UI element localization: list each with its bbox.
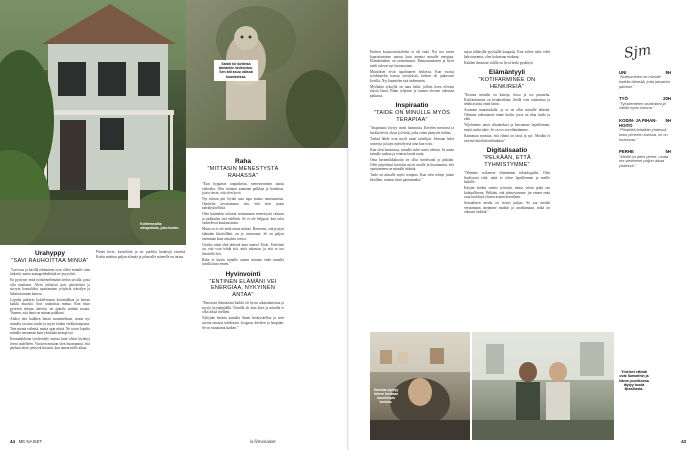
paragraph: Olen kuitenkin tottunut mittaamaan menestystä rahassa ja tarkkailen sitä edelleen. Se ei ole helppoa, kun tulot vaihtelevat kuukausittain. [202, 212, 284, 226]
section-digitalisaatio-quote: "PELKÄÄN, ETTÄ TYHMISTYMME" [483, 155, 531, 168]
paragraph: Kun olen luonnossa, minulle tulee uusia ideoita. Se antaa minulle rauhaa ja voimaa luoda uutta. [370, 147, 454, 157]
sidebar-item-kodinhoito [619, 118, 671, 143]
right-page [250, 0, 696, 450]
right-folio-number [681, 439, 686, 444]
studio-illustration [370, 332, 470, 440]
section-inspiraatio-quote: "TAIDE ON MINULLE MYÖS TERAPIAA" [373, 110, 451, 123]
section-raha-quote: "MITTASIN MENESTYSTÄ RAHASSA" [207, 166, 279, 179]
sidebar-item-tyo [619, 96, 671, 111]
section-inspiraatio-title: Inspiraatio [395, 102, 429, 110]
paragraph: sujuu tällaisilla pyytäjillä kangasla. Kun siihen tulee vielä kahviasennus, olen kokonaan mukana. [464, 50, 550, 59]
house-photo-caption: Kotiterassilta rahapallalla, joka tuntee. [140, 222, 180, 230]
section-elamantyyli-quote: "KOTIFARMINEE ON HENKIREIÄ" [478, 77, 536, 90]
section-urahyppy-quote: "SAVI RAUHOITTAA MINUA" [11, 258, 89, 264]
paragraph: "Inspiraatio löytyy usein luonnosta. Kävelen metsässä ja kerään kiviä, oksia ja lehtiä, jotka sitten päätyvät töihini. [370, 126, 454, 136]
sidebar-quote: "Nukkuminen on minulle todella tärkeää, jotta jaksaisin päivisin." [619, 74, 671, 89]
section-hyvinvointi-head [202, 271, 284, 299]
time-sidebar [619, 70, 671, 176]
house-photo [0, 0, 186, 245]
paragraph: Mutta se ei ole enää ainoa mittari. Haaveeni, että pystyn elämään käsitöilläni, on jo toteutunut. Se on paljon enemmän kuin uskalsin toivoa. [202, 227, 284, 241]
paragraph: Nykyään herään aamulla ilman herätyskelloa ja teen asioita omassa tahdissani. Joogaan, kävelen ja hengitän. Se on muuttanut kaiken." [202, 316, 284, 330]
sidebar-label: UNI [619, 70, 627, 75]
sidebar-quote: "Työskentelen studiollani ja välillä myös kotona." [619, 100, 666, 111]
section-urahyppy-head [10, 250, 90, 265]
paragraph: Keraamikkona työskentely tuntuu kuin olisin löytänyt itseni uudelleen. Vuosien mittaan olen huomannut, että parhaat ideat syntyvät hitaasti, kun annan niille aikaa. [10, 337, 90, 351]
paragraph: En pystynyt enää työskentelemään tiedon tavalla, josta olin nauttinut. Aloin jättäytyä pois päivätöistä ja siirryin konsultiksi opastamaan yrityksiä tekoälyn ja liiketoiminnan kanssa. [10, 278, 90, 296]
left-intro-line: Pienet kivet, kynttilöitä ja eri puolilta kerättyjä esineitä. Kotiin mahtuu paljon elämää ja jokaiselle esineelle on tarina. [96, 250, 186, 259]
right-magazine-url: is.fi/menaiset [250, 439, 276, 444]
sidebar-label: KODIN- JA PIHAN-HOITO [619, 117, 657, 129]
paragraph: "Luovuus ja käsillä tekeminen ovat olleet minulle aina tärkeitä, mutta managerikehittää ne pysyvästi. [10, 267, 90, 277]
paragraph: Ovatko rahat yhtä tärkeitä kuin ennen? Eivät. Tärkeintä on, että voin tehdä sitä, mitä rakastan, ja että se tuo ihmisille iloa. [202, 242, 284, 256]
section-digitalisaatio-head [464, 147, 550, 168]
paragraph: Nyt minun piti löytää uusi tapa mitata onnistumista. Opettelin arvostamaan sitä, että teen jotain merkityksellistä. [202, 197, 284, 211]
stone-photo-caption: Sarah toi kotiinsa tämänkin kivitontun. Sen äiti asuu näissä huomioissa. [214, 60, 258, 81]
section-raha-title: Raha [235, 158, 251, 165]
paragraph: Aluksi tein kaikkea ilman suunnitelmaa, mutta nyt minulla on oma studio ja myyn töitäni verkkokaupassa. Tein monta virhettä, mutta opin niistä. Ne toivat lopulta minulle enemmän kuin yksikään aiempi työ. [10, 317, 90, 336]
paragraph: Käytän itsekin somea työssäni, mutta yritän pitää sen kohtuullisena. Pelkään, että tyhmistymme, jos emme enää osaa keskittyä yhteen asiaan kerrallaan. [464, 186, 550, 200]
paragraph: "Olemme sotkeneet elämämme teknologialla. Olen huolissani siitä, mitä se tekee lapsillemme ja meille kaikille. [464, 171, 550, 185]
left-col-2 [202, 158, 284, 332]
house-illustration [0, 0, 186, 245]
paragraph: Lopulta päädyin kokeilemaan keramiikkaa ja kerran kaikki muuttui. Savi rauhoittaa minua. Kun istun pyöreän dreijan ääressä, en ajattele mitään muuta. Tunnen, että tämä on minun paikkani. [10, 297, 90, 316]
sidebar-quote: "Meillä on pieni perhe, mutta me vietämme paljon aikaa yhdessä." [619, 153, 669, 169]
paragraph: Muutokset eivät tapahtuneet hetkessä. Kun vuosia työskentelin isoissa yrityksissä, kehoni oli jatkuvasti kovilla. Nyt kuuntelen sitä tarkemmin. [370, 69, 454, 83]
paragraph: Kahden ilmaisun välillä on hyvä hetki pysähtyä. [464, 60, 534, 65]
section-urahyppy-title: Urahyppy [35, 250, 65, 257]
paragraph: "Kun hyppäsin uraputkesta, menestyminen tuntui vaikealta. Olin tottunut saamaan palkkaa ja bonuksia, joista tiesin, että olen hyvä. [202, 182, 284, 196]
paragraph: Oma keramiikkakoulu on ollut mielessäni jo pitkään. Olen järjestänyt kursseja myös muille ja huomannut, että opettaminen on minulle tärkeää. [370, 158, 454, 172]
section-inspiraatio-head [370, 102, 454, 123]
handwritten-signature: Sjm [623, 42, 653, 62]
right-folio [250, 439, 276, 444]
couple-photo-caption: Yhteiset elämät ovat Samarthin ja hänen puolisonsa täytyy tuoda Brasiliasta. [619, 370, 649, 392]
sidebar-value: 8H [665, 70, 671, 75]
paragraph: Taide on minulle myös terapiaa. Kun olen tehnyt jotain käsilläni, tunnen oloni paremmaksi." [370, 173, 454, 182]
paragraph: Kannattaa muistaa, että elämä on tässä ja nyt. Meidän ei tarvitse kiirehtiä mihinkään." [464, 134, 550, 143]
sidebar-item-perhe [619, 149, 671, 168]
paragraph: "Kotona minulla on kanoja, kissa ja iso puutarha. Kotifarmimme on henkireikäni. Siellä voin rauhoittua ja tehdä asioita omin käsin. [464, 93, 550, 107]
section-elamantyyli-title: Elämäntyyli [488, 69, 526, 77]
couple-illustration [472, 332, 614, 440]
right-col-1 [370, 50, 454, 184]
section-hyvinvointi-title: Hyvinvointi [225, 270, 261, 278]
studio-photo [370, 332, 470, 440]
paragraph: "Entisessä elämässäni kaikki oli hyvin aikataulutettua ja myyty kyynärpäällä. Tiimillä oli aina kiire ja minulla ei ollut aikaa itselleni. [202, 301, 284, 315]
studio-photo-caption: Savesta syntyy toinen toistaan kauniimpia teoksia. [373, 388, 399, 404]
right-page-number: 43 [681, 439, 686, 444]
sidebar-value: 5H [665, 149, 671, 155]
paragraph: Myöhään syksyllä on aina hetki, jolloin koen olevani täysin läsnä. Pääni tyhjenee ja tunnen olevani oikeassa paikassa. [370, 84, 454, 98]
left-magazine-name: ME NAISET [18, 439, 43, 444]
paragraph: Asumme maaseudulla, ja se on ollut minulle tärkeää. Olemme rakentaneet tänne kodin, jossa on tilaa luoda ja elää. [464, 108, 550, 122]
sidebar-value: 5H [665, 117, 671, 123]
paragraph: Sosiaalinen media on vienyt paljon. Se saa meidät vertaamaan itseämme muihin ja unohtamaan, mikä on oikeasti tärkeää." [464, 201, 550, 215]
section-raha-head [202, 158, 284, 179]
couple-photo [472, 332, 614, 440]
left-col-1 [10, 250, 90, 352]
section-elamantyyli-head [464, 69, 550, 90]
sidebar-value: 20H [663, 96, 671, 102]
left-folio [10, 439, 42, 444]
paragraph: Tärkeä lähde ovat myös muut taiteilijat. Seuraan heitä somessa ja käyn näyttelyissä aina kun voin. [370, 137, 454, 146]
paragraph: Raha ei kuulu minulle onnen mittaan enää samalla tavalla kuin ennen." [202, 257, 284, 267]
stone-figure-illustration [186, 0, 348, 148]
right-col-2 [464, 50, 550, 217]
paragraph: Viljelemme omat vihannekset ja kerromme lapsillemme, mistä ruoka tulee. Se on iso osa elämäämme. [464, 123, 550, 132]
sidebar-label: TYÖ [619, 96, 628, 102]
stone-figure-photo [186, 0, 348, 148]
sidebar-label: PERHE [619, 149, 634, 155]
left-page-number: 44 [10, 439, 15, 444]
section-digitalisaatio-title: Digitalisaatio [486, 147, 528, 155]
paragraph: Entisen korporaatiotalenin ei ole enää. Nyt tuo saven koprottaminen tuntuu kuin annaisi minulle energiaa. Elämäntahtini on rauhoittunut. Rentoutumiseen ja hyvä mieli tulevat nyt luonnostaan. [370, 50, 454, 68]
sidebar-item-uni [619, 70, 671, 89]
section-hyvinvointi-quote: "ENTINEN ELÄMÄNI VEI ENERGIAA, NYKYINEN ANTAA" [209, 278, 277, 298]
sidebar-quote: "Pihatöitä tehdään yhdessä koko perheen kanssa, se on mukavaa." [619, 127, 668, 142]
